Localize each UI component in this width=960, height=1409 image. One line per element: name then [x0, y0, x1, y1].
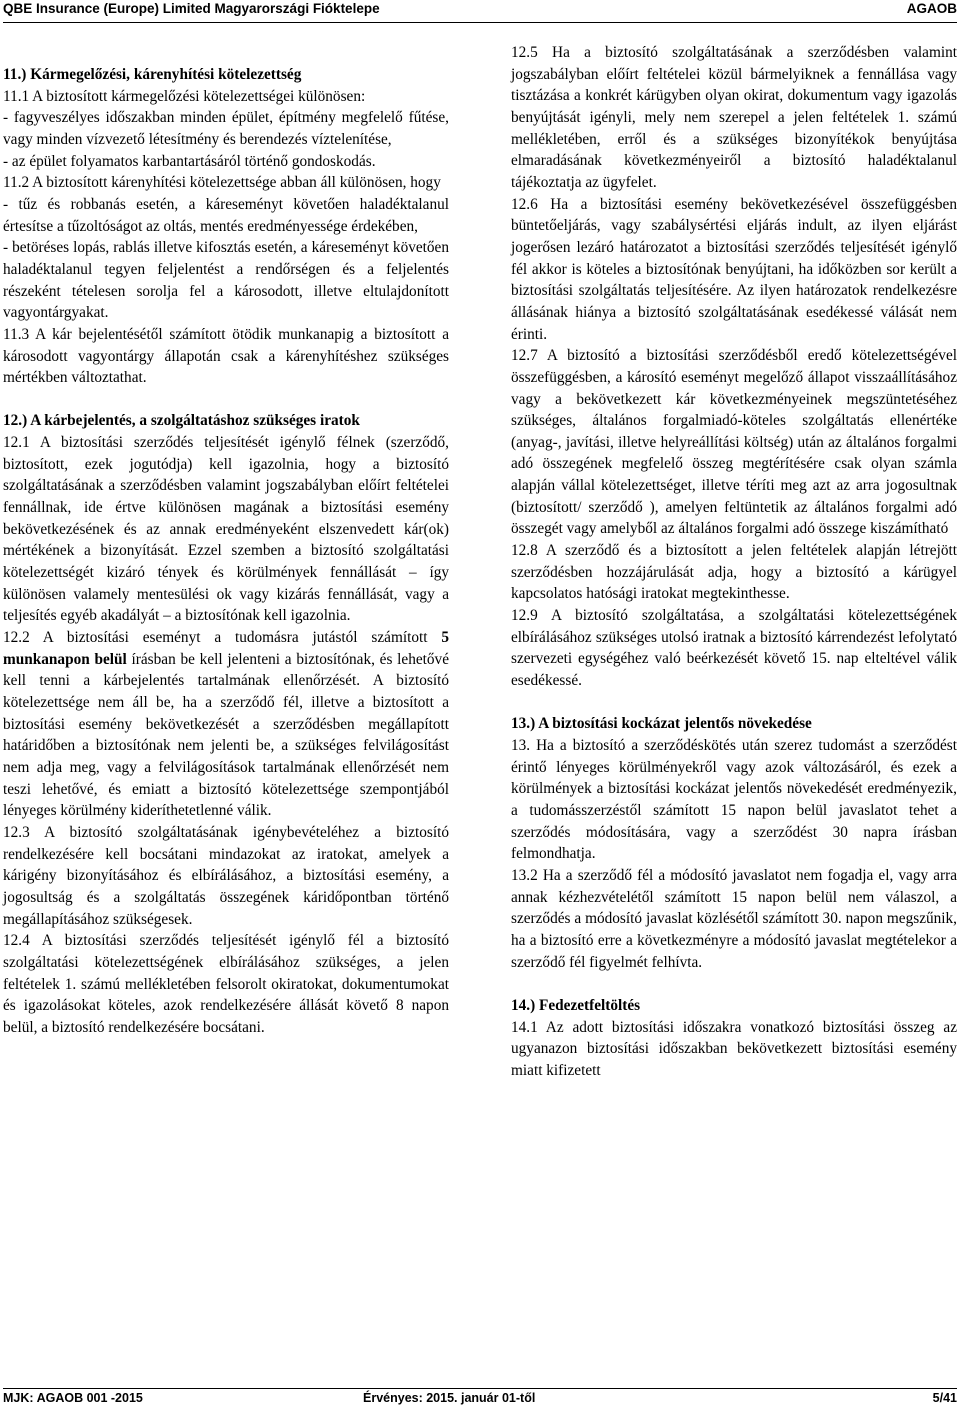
- paragraph-11-2-item-1: - tűz és robbanás esetén, a káreseményt követően haladéktalanul értesítse a tűzoltóságot az oltás, mentés eredményessége érdekében,: [3, 195, 449, 235]
- section-13-title: 13.) A biztosítási kockázat jelentős növekedése: [511, 715, 812, 733]
- paragraph-11-1-item-2: - az épület folyamatos karbantartásáról történő gondoskodás.: [3, 152, 376, 170]
- paragraph-12-3: 12.3 A biztosító szolgáltatásának igénybevételéhez a biztosító rendelkezésére kell bocsátani mindazokat az iratokat, amelyek a kárigény bizonyításához és elbírálásához, a biztosítási esemény, a jogosultság és a szolgáltatás összegének káridőpontban történő megállapításához szükségesek.: [3, 823, 449, 928]
- right-column: [511, 42, 957, 1081]
- paragraph-12-2-rest: írásban be kell jelenteni a biztosítónak, és lehetővé kell tenni a kárbejelentés tartalmának ellenőrzését. A biztosító kötelezettsége nem áll be, ha a szerződő fél, illetve a biztosított a biztosítási esemény bekövetkezését a szerződésben megállapított határidőben a biztosítónak nem jelenti be, a szükséges felvilágosítást nem adja meg, vagy a felvilágosítások tartalmának ellenőrzését nem teszi lehetővé, és emiatt a biztosító kötelezettsége szempontjából lényeges körülmény kideríthetetlenné válik.: [3, 650, 449, 820]
- paragraph-11-2-intro: 11.2 A biztosított kárenyhítési kötelezettsége abban áll különösen, hogy: [3, 174, 441, 192]
- section-14-title: 14.) Fedezetfeltöltés: [511, 996, 641, 1014]
- paragraph-12-2-start: 12.2 A biztosítási eseményt a tudomásra jutástól számított: [3, 629, 442, 647]
- deadline-emphasis: 5 munkanapon belül: [3, 629, 449, 668]
- document-id: MJK: AGAOB 001 -2015: [3, 1391, 143, 1405]
- paragraph-12-8: 12.8 A szerződő és a biztosított a jelen feltételek alapján létrejött szerződésben hozzájárulását adja, hogy a biztosító a kárügyel kapcsolatos hatósági iratokat megtekinthesse.: [511, 542, 957, 603]
- paragraph-12-9: 12.9 A biztosító szolgáltatása, a szolgáltatási kötelezettségének elbírálásához szükséges utolsó iratnak a biztosító kárrendezést lefolytató szervezeti egységéhez való beérkezését követő 15. nap elteltével válik esedékessé.: [511, 607, 957, 690]
- spacer: [3, 389, 449, 411]
- paragraph-13-1: 13. Ha a biztosító a szerződéskötés után szerez tudomást a szerződést érintő lényeges körülményekről vagy azok változásáról, és ezek a körülmények a biztosítási kockázat jelentős növekedését eredményezik, a tudomásszerzéstől számított 15 napon belül javaslatot tehet a szerződés módosítására, vagy a szerződést 30 napra írásban felmondhatja.: [511, 736, 957, 863]
- spacer: [511, 692, 957, 714]
- paragraph-14-1: 14.1 Az adott biztosítási időszakra vonatkozó biztosítási összeg az ugyanazon biztosítási időszakban bekövetkezett biztosítási esemény miatt kifizetett: [511, 1018, 957, 1079]
- paragraph-12-5: 12.5 Ha a biztosító szolgáltatásának a szerződésben valamint jogszabályban előírt feltételei közül bármelyiknek a fennállása vagy tisztázása a konkrét kárügyben olyan okirat, dokumentum vagy igazolás benyújtását igényli, mely nem szerepel a jelen feltételek 1. számú mellékletében, erről és a szükséges bizonyítékok benyújtása elmaradásának következményeiről a biztosító haladéktalanul tájékoztatja az ügyfelet.: [511, 44, 957, 191]
- page-footer: [3, 1388, 957, 1409]
- paragraph-13-2: 13.2 Ha a szerződő fél a módosító javaslatot nem fogadja el, vagy arra annak kézhezvételétől számított 15 napon belül nem válaszol, a szerződés a módosító javaslat közlésétől számított 30. napon megszűnik, ha a biztosító erre a következményre a módosító javaslat megtételekor a szerződő fél figyelmét felhívta.: [511, 866, 957, 971]
- section-11-title: 11.) Kármegelőzési, kárenyhítési kötelezettség: [3, 66, 302, 83]
- page-header: [3, 0, 957, 23]
- spacer: [511, 973, 957, 995]
- company-name: QBE Insurance (Europe) Limited Magyarországi Fióktelepe: [3, 1, 380, 16]
- paragraph-11-3: 11.3 A kár bejelentésétől számított ötödik munkanapig a biztosított a károsodott vagyontárgy állapotán csak a kárenyhítéshez szükséges mértékben változtathat.: [3, 325, 449, 387]
- page-number: 5/41: [932, 1391, 957, 1405]
- paragraph-12-6: 12.6 Ha a biztosítási esemény bekövetkezésével összefüggésben büntetőeljárás, vagy szabálysértési eljárás indult, az ilyen eljárást jogerősen lezáró határozatot a biztosítási szerződés teljesítését igénylő fél akkor is köteles a biztosítónak benyújtani, ha időközben sor került a biztosítási szolgáltatás teljesítésére. Az ilyen határozatok rendelkezésre állásának hiánya a biztosító szolgáltatásának esedékessé válását nem érinti.: [511, 195, 957, 343]
- document-code: AGAOB: [906, 1, 957, 16]
- paragraph-12-4: 12.4 A biztosítási szerződés teljesítését igénylő fél a biztosító szolgáltatási kötelezettségének elbírálásához szükséges, a jelen feltételek 1. számú mellékletében felsorolt okiratokat, dokumentumokat és igazolásokat köteles, azok rendelkezésére állását követő 8 napon belül, a biztosító rendelkezésére bocsátani.: [3, 932, 449, 1036]
- section-12-title: 12.) A kárbejelentés, a szolgáltatáshoz szükséges iratok: [3, 412, 360, 430]
- paragraph-12-1: 12.1 A biztosítási szerződés teljesítését igénylő félnek (szerződő, biztosított, ezek jogutódja) kell igazolnia, hogy a biztosító szolgáltatásának a szerződésben valamint jogszabályban előírt feltételei fennállnak, ide értve különösen magának a biztosítási esemény bekövetkezésének és az annak eredményeként elszenvedett kár(ok) mértékének a bizonyítását. Ezzel szemben a biztosító szolgáltatási kötelezettségét kizáró tények és körülmények fennállását – így különösen valamely mentesülési ok vagy kizárás fennállását, vagy a teljesítés egyéb akadályát – a biztosítónak kell igazolnia.: [3, 434, 449, 625]
- left-column: [3, 64, 449, 1039]
- paragraph-11-1-intro: 11.1 A biztosított kármegelőzési kötelezettségei különösen:: [3, 87, 366, 105]
- paragraph-11-1-item-1: - fagyveszélyes időszakban minden épület, építmény megfelelő fűtése, vagy minden vízvezető létesítmény és berendezés víztelenítése,: [3, 109, 449, 148]
- validity-date: Érvényes: 2015. január 01-től: [363, 1391, 536, 1405]
- paragraph-12-7: 12.7 A biztosító a biztosítási szerződésből eredő kötelezettségével összefüggésben, a károsító eseményt megelőző állapot visszaállításához vagy a bekövetkezett kár következményeinek megszüntetéséhez szükséges, általános forgalmiadó-köteles szolgáltatás ellenértéke (anyag-, javítási, illetve helyreállítási költség) után az általános forgalmi adó összegének megfelelő összeg megtérítésére csak olyan számla alapján vállal kötelezettséget, illetve téríti meg azt az arra jogosultnak (biztosított/ szerződő ), amelyen feltüntetik az általános forgalmi adó összegét vagy amelyből az általános forgalmi adó összege kiszámítható: [511, 347, 957, 538]
- paragraph-12-2: [3, 627, 449, 822]
- paragraph-11-2-item-2: - betöréses lopás, rablás illetve kifosztás esetén, a káreseményt követően haladéktalanul tegyen feljelentést a rendőrségen és a feljelentés részeként tételesen sorolja fel a károsodott, illetve eltulajdonított vagyontárgyakat.: [3, 239, 449, 322]
